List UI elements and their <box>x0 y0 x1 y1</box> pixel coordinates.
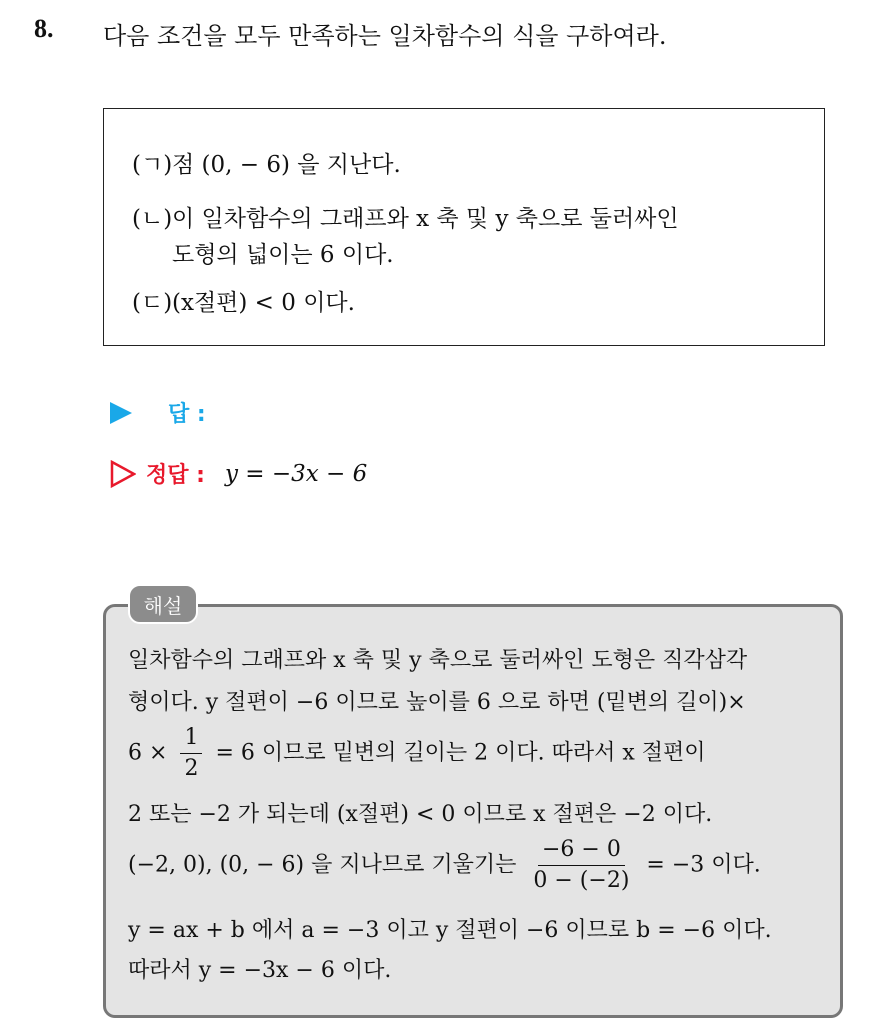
correct-answer-row <box>110 458 367 489</box>
explanation-tab: 해설 <box>128 584 198 624</box>
explanation-line: 형이다. y 절편이 −6 이므로 높이를 6 으로 하면 (밑변의 길이)× <box>128 690 746 715</box>
question-number: 8. <box>34 14 54 43</box>
condition-text: 이 일차함수의 그래프와 x 축 및 y 축으로 둘러싸인 <box>172 206 679 232</box>
condition-b-continued: 도형의 넓이는 6 이다. <box>172 242 394 268</box>
correct-answer-label: 정답 : <box>146 463 205 488</box>
explanation-line-fraction <box>128 835 761 896</box>
explanation-line: 따라서 y = −3x − 6 이다. <box>128 958 392 983</box>
explanation-text: = −3 이다. <box>646 852 761 878</box>
play-triangle-icon <box>110 402 132 424</box>
fraction-denominator: 0 − (−2) <box>533 868 630 893</box>
explanation-line: 2 또는 −2 가 되는데 (x절편) < 0 이므로 x 절편은 −2 이다. <box>128 802 713 827</box>
correct-answer-value: y = −3x − 6 <box>224 460 368 487</box>
explanation-text: = 6 이므로 밑변의 길이는 2 이다. 따라서 x 절편이 <box>215 740 706 766</box>
answer-row <box>110 397 206 428</box>
fraction-denominator: 2 <box>184 756 199 781</box>
condition-label: (ㄱ) <box>132 152 173 178</box>
outline-triangle-icon <box>110 460 136 488</box>
condition-label: (ㄷ) <box>132 290 173 316</box>
condition-label: (ㄴ) <box>132 206 173 232</box>
condition-c <box>132 287 355 319</box>
question-text: 다음 조건을 모두 만족하는 일차함수의 식을 구하여라. <box>103 22 667 50</box>
answer-label: 답 : <box>168 402 206 427</box>
fraction-numerator: 1 <box>180 723 202 754</box>
condition-a <box>132 149 401 181</box>
fraction-one-half <box>180 723 202 784</box>
condition-text: (x절편) < 0 이다. <box>172 290 355 316</box>
explanation-text: (−2, 0), (0, − 6) 을 지나므로 기울기는 <box>128 852 517 878</box>
explanation-line: y = ax + b 에서 a = −3 이고 y 절편이 −6 이므로 b = −6 이다. <box>128 918 772 943</box>
fraction-slope <box>529 835 633 896</box>
conditions-box <box>103 108 825 346</box>
condition-text: 점 (0, − 6) 을 지난다. <box>172 152 401 178</box>
explanation-text: 6 × <box>128 740 168 766</box>
fraction-numerator: −6 − 0 <box>538 835 625 866</box>
explanation-line: 일차함수의 그래프와 x 축 및 y 축으로 둘러싸인 도형은 직각삼각 <box>128 648 748 673</box>
condition-b <box>132 203 679 235</box>
explanation-box <box>103 604 843 1018</box>
explanation-line-fraction <box>128 723 706 784</box>
